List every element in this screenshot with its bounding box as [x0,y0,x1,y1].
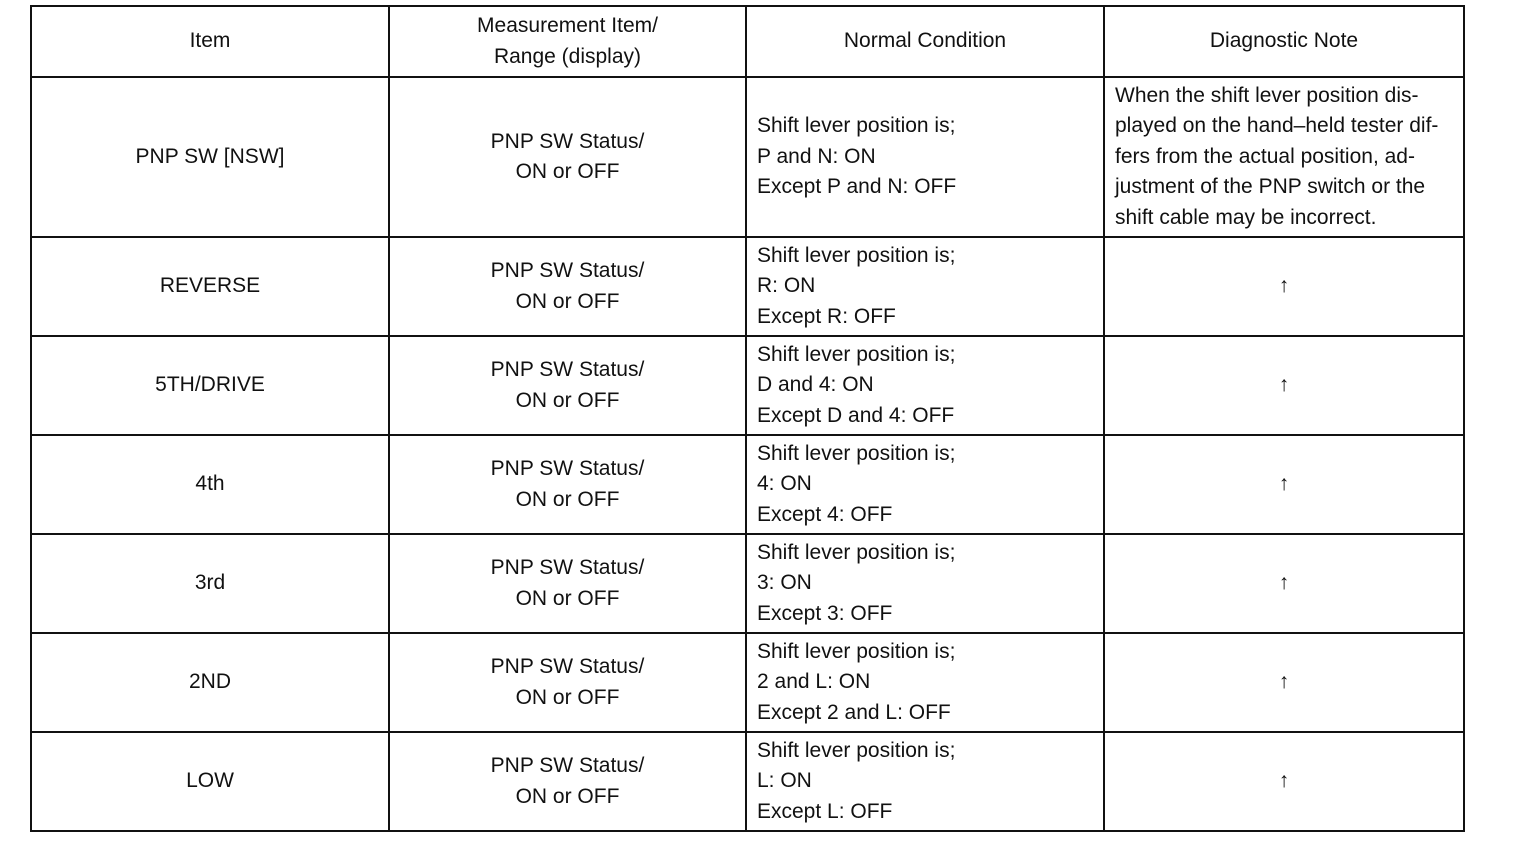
diagnostic-table [30,5,1465,832]
up-arrow-icon: ↑ [1104,732,1464,831]
normal-condition-cell: Shift lever position is; 4: ON Except 4: OFF [746,435,1104,534]
table-header-row [31,6,1464,77]
header-item: Item [31,6,389,77]
up-arrow-icon: ↑ [1104,633,1464,732]
normal-condition-cell: Shift lever position is; L: ON Except L: OFF [746,732,1104,831]
item-cell: 4th [31,435,389,534]
item-cell: LOW [31,732,389,831]
item-cell: PNP SW [NSW] [31,77,389,237]
up-arrow-icon: ↑ [1104,336,1464,435]
table-row [31,732,1464,831]
header-normal-condition: Normal Condition [746,6,1104,77]
up-arrow-icon: ↑ [1104,435,1464,534]
table-row [31,633,1464,732]
measurement-cell: PNP SW Status/ ON or OFF [389,633,746,732]
header-diagnostic-note: Diagnostic Note [1104,6,1464,77]
measurement-cell: PNP SW Status/ ON or OFF [389,534,746,633]
table-row [31,77,1464,237]
normal-condition-cell: Shift lever position is; R: ON Except R: OFF [746,237,1104,336]
table-row [31,237,1464,336]
table-row [31,435,1464,534]
measurement-cell: PNP SW Status/ ON or OFF [389,732,746,831]
up-arrow-icon: ↑ [1104,534,1464,633]
normal-condition-cell: Shift lever position is; 2 and L: ON Except 2 and L: OFF [746,633,1104,732]
normal-condition-cell: Shift lever position is; 3: ON Except 3: OFF [746,534,1104,633]
table-row [31,336,1464,435]
diagnostic-note-cell: When the shift lever position dis- played on the hand–held tester dif- fers from the actual position, ad- justment of the PNP switch or the shift cable may be incorrect. [1104,77,1464,237]
measurement-cell: PNP SW Status/ ON or OFF [389,237,746,336]
item-cell: 2ND [31,633,389,732]
header-measurement-item: Measurement Item/ Range (display) [389,6,746,77]
item-cell: 5TH/DRIVE [31,336,389,435]
normal-condition-cell: Shift lever position is; P and N: ON Except P and N: OFF [746,77,1104,237]
up-arrow-icon: ↑ [1104,237,1464,336]
item-cell: REVERSE [31,237,389,336]
item-cell: 3rd [31,534,389,633]
measurement-cell: PNP SW Status/ ON or OFF [389,336,746,435]
measurement-cell: PNP SW Status/ ON or OFF [389,435,746,534]
measurement-cell: PNP SW Status/ ON or OFF [389,77,746,237]
table-row [31,534,1464,633]
normal-condition-cell: Shift lever position is; D and 4: ON Except D and 4: OFF [746,336,1104,435]
